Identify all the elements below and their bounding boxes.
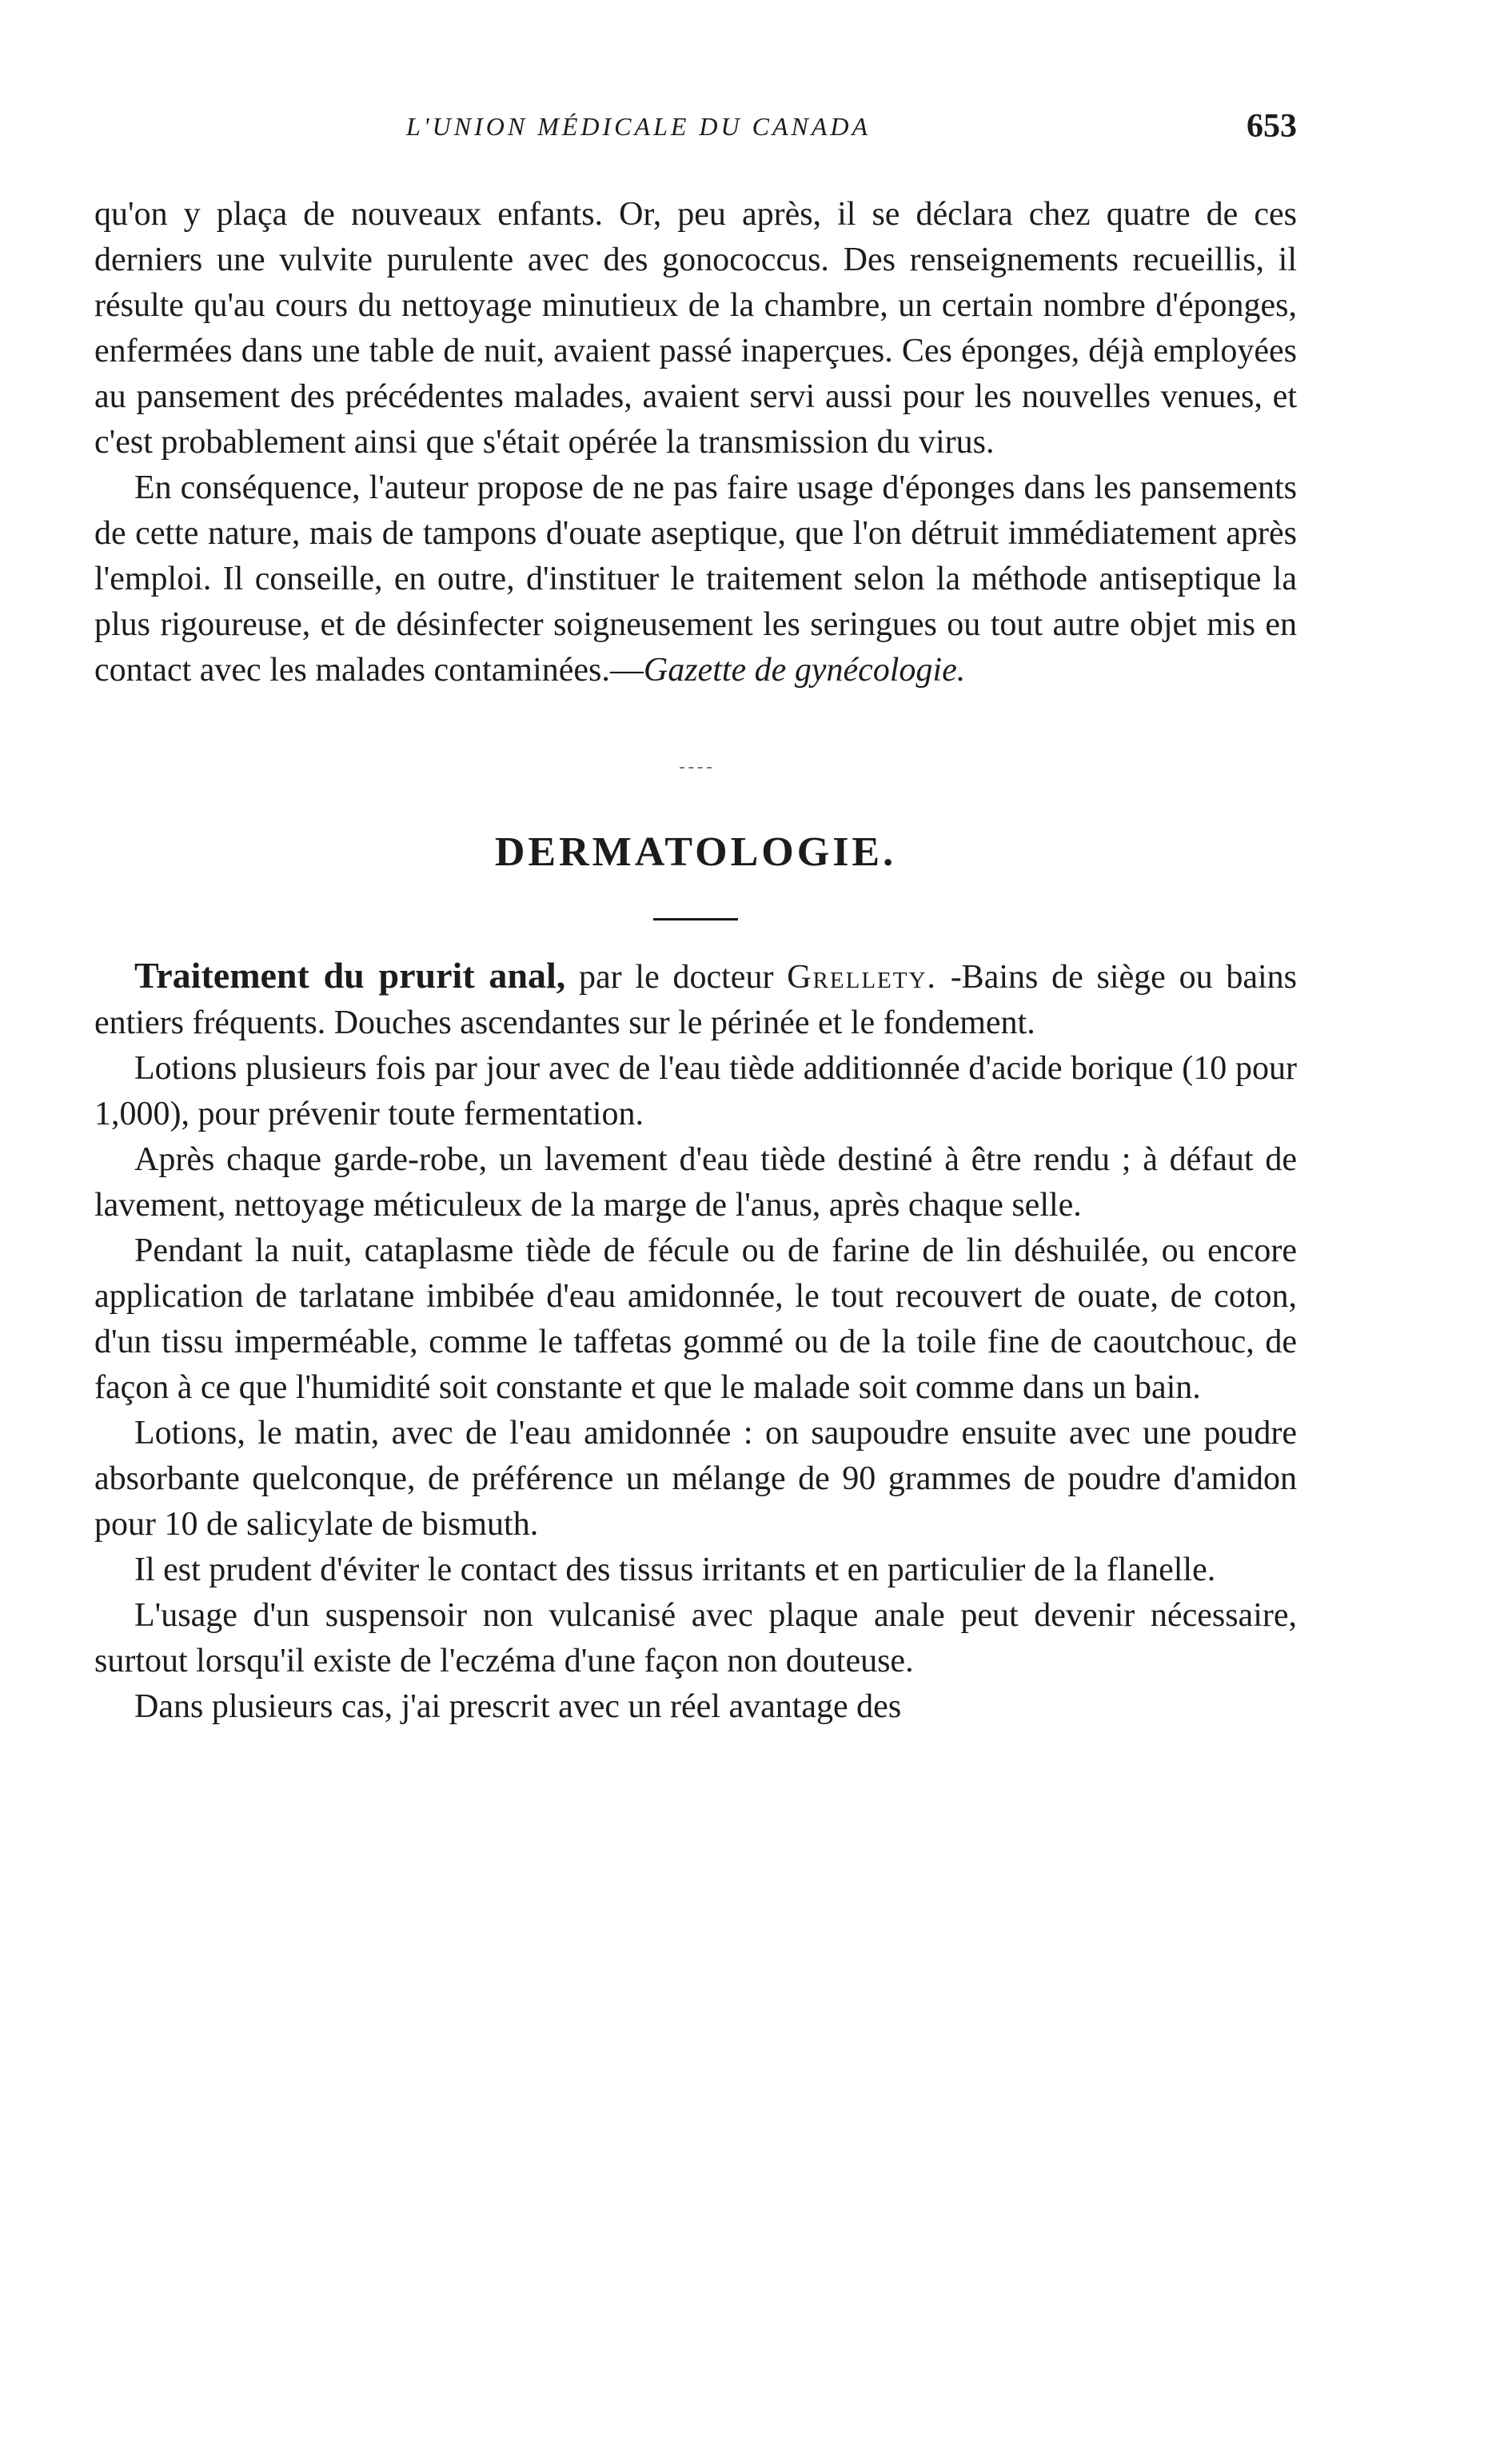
article-paragraph: Pendant la nuit, cataplasme tiède de fécule ou de farine de lin déshuilée, ou encore application de tarlatane imbibée d'eau amidonnée, le tout recouvert de ouate, de coton, d'un tissu imperméable, comme le taffetas gommé ou de la toile fine de caoutchouc, de façon à ce que l'humidité soit constante et que le malade soit comme dans un bain. bbox=[94, 1232, 1297, 1406]
continuation-paragraph-conclusion bbox=[94, 465, 1297, 693]
article-paragraph: Il est prudent d'éviter le contact des tissus irritants et en particulier de la flanelle. bbox=[134, 1551, 1216, 1588]
body-text bbox=[94, 192, 1297, 1730]
citation: Gazette de gynécologie. bbox=[643, 652, 966, 689]
article-author: Grellety. bbox=[787, 959, 937, 996]
article-paragraph: Lotions, le matin, avec de l'eau amidonnée : on saupoudre ensuite avec une poudre absorbante quelconque, de préférence un mélange de 90 grammes de poudre d'amidon pour 10 de salicylate de bismuth. bbox=[94, 1415, 1297, 1543]
article-title: Traitement du prurit anal, bbox=[134, 955, 566, 996]
continuation-paragraph: qu'on y plaça de nouveaux enfants. Or, peu après, il se déclara chez quatre de ces derniers une vulvite purulente avec des gonococcus. Des renseignements recueillis, il résulte qu'au cours du nettoyage minutieux de la chambre, un certain nombre d'éponges, enfermées dans une table de nuit, avaient passé inaperçues. Ces éponges, déjà employées au pansement des précédentes malades, avaient servi aussi pour les nouvelles venues, et c'est probablement ainsi que s'était opérée la transmission du virus. bbox=[94, 196, 1297, 461]
article-paragraph: Dans plusieurs cas, j'ai prescrit avec un réel avantage des bbox=[134, 1688, 902, 1725]
book-page bbox=[94, 0, 1297, 2464]
title-rule bbox=[653, 918, 738, 921]
citation-dash: — bbox=[609, 652, 644, 689]
running-title: L'UNION MÉDICALE DU CANADA bbox=[406, 112, 872, 141]
article-lead-paragraph bbox=[94, 952, 1297, 1046]
running-head bbox=[94, 108, 1297, 160]
article-paragraph: L'usage d'un suspensoir non vulcanisé avec plaque anale peut devenir nécessaire, surtout lorsqu'il existe de l'eczéma d'une façon non douteuse. bbox=[94, 1597, 1297, 1679]
article-paragraph: Après chaque garde-robe, un lavement d'eau tiède destiné à être rendu ; à défaut de lavement, nettoyage méticuleux de la marge de l'anus, après chaque selle. bbox=[94, 1141, 1297, 1224]
conclusion-text: En conséquence, l'auteur propose de ne pas faire usage d'éponges dans les pansements de cette nature, mais de tampons d'ouate aseptique, que l'on détruit immédiatement après l'emploi. Il conseille, en outre, d'instituer le traitement selon la méthode antiseptique la plus rigoureuse, et de désinfecter soigneusement les seringues ou tout autre objet mis en contact avec les malades contaminées. bbox=[94, 469, 1297, 689]
section-title: DERMATOLOGIE. bbox=[494, 829, 897, 875]
separator-dashes bbox=[680, 767, 712, 769]
page-number: 653 bbox=[1247, 108, 1297, 145]
article-paragraph: Lotions plusieurs fois par jour avec de l'eau tiède additionnée d'acide borique (10 pour 1,000), pour prévenir toute fermentation. bbox=[94, 1050, 1297, 1132]
article-lead-text: -Bains de siège ou bains entiers fréquents. Douches ascendantes sur le périnée et le fondement. bbox=[94, 959, 1297, 1041]
byline-prefix: par le docteur bbox=[579, 959, 774, 996]
